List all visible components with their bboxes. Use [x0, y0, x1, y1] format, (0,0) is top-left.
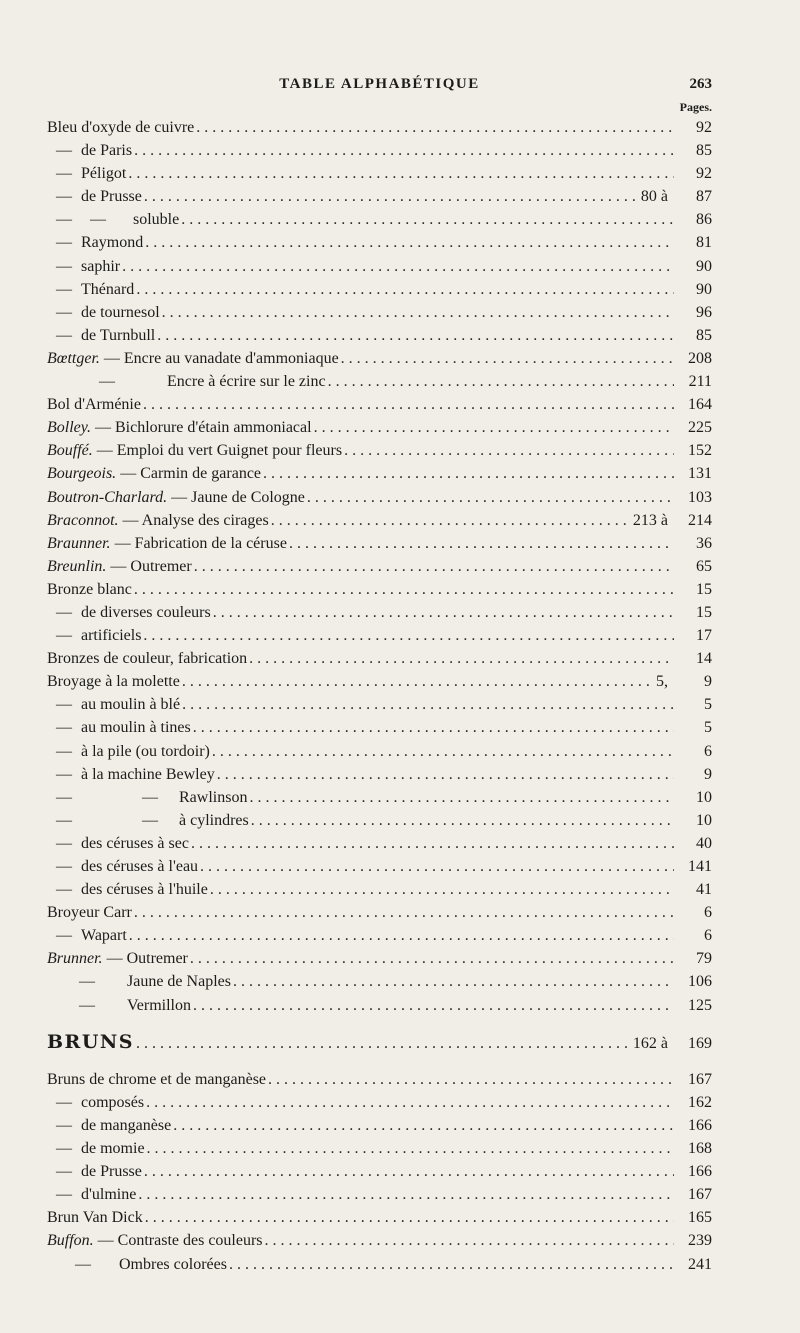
entry-text [47, 162, 126, 185]
entry-author: Boutron-Charlard. [47, 488, 168, 506]
entry-label: soluble [133, 211, 180, 229]
entry-author: Bolley. [47, 419, 91, 437]
page-reference: 164 [688, 396, 712, 414]
entry-text [47, 1229, 263, 1252]
entry-author: Breunlin. [47, 557, 107, 575]
dot-leader [181, 208, 674, 231]
index-entry [47, 208, 712, 231]
entry-text [47, 347, 339, 370]
ditto-dash: — [79, 996, 95, 1014]
index-entry [47, 231, 712, 254]
ditto-dash: — [56, 927, 72, 945]
alphabetical-index [47, 116, 712, 1276]
entry-label: Bruns de chrome et de manganèse [47, 1070, 267, 1088]
page-reference: 214 [688, 511, 712, 529]
entry-text [47, 1160, 142, 1183]
dot-leader [138, 1183, 674, 1206]
dot-leader [191, 832, 674, 855]
index-entry [47, 601, 712, 624]
page-reference: 131 [688, 465, 712, 483]
entry-author: Buffon. [47, 1232, 94, 1250]
entry-text [47, 578, 132, 601]
dot-leader [144, 185, 637, 208]
page-reference: 141 [688, 858, 712, 875]
entry-label: de diverses couleurs [81, 603, 211, 621]
ditto-dash: — [56, 858, 72, 875]
dot-leader [134, 901, 674, 924]
entry-text [47, 231, 143, 254]
entry-label: de momie [81, 1140, 145, 1158]
dot-leader [173, 1114, 674, 1137]
page-reference: 169 [688, 1034, 712, 1052]
ditto-dash: — [75, 1255, 91, 1273]
entry-text [47, 970, 231, 993]
section-title: BRUNS [47, 1030, 135, 1053]
entry-text [47, 670, 180, 693]
index-entry [47, 970, 712, 993]
ditto-dash: — [56, 696, 72, 714]
index-entry [47, 809, 712, 832]
page-reference: 239 [688, 1232, 712, 1250]
index-entry [47, 1229, 712, 1252]
ditto-dash: — [56, 1186, 72, 1204]
dot-leader [210, 878, 674, 901]
index-entry [47, 347, 712, 370]
entry-label: — Carmin de garance [120, 465, 262, 483]
entry-label: au moulin à tines [81, 719, 191, 737]
entry-label: des céruses à l'eau [81, 858, 199, 875]
running-title: TABLE ALPHABÉTIQUE [279, 76, 480, 92]
dot-leader [136, 1032, 629, 1055]
entry-text [47, 208, 179, 231]
entry-text [47, 370, 326, 393]
index-entry [47, 693, 712, 716]
entry-text [47, 647, 247, 670]
entry-text [47, 832, 189, 855]
entry-text [47, 462, 261, 485]
index-entry [47, 416, 712, 439]
entry-text [47, 1137, 145, 1160]
index-entry [47, 486, 712, 509]
page-reference: 5 [704, 719, 712, 737]
entry-label: Wapart [81, 927, 127, 945]
dot-leader [251, 809, 674, 832]
index-entry [47, 255, 712, 278]
index-entry [47, 763, 712, 786]
page-reference: 10 [696, 811, 712, 829]
entry-label: Rawlinson [179, 788, 248, 806]
ditto-dash: — [56, 326, 72, 344]
page-range-start: 162 à [632, 1034, 668, 1052]
index-entry [47, 370, 712, 393]
page-reference: 10 [696, 788, 712, 806]
dot-leader [249, 786, 674, 809]
index-entry [47, 1183, 712, 1206]
entry-label: — Fabrication de la céruse [114, 534, 287, 552]
page-reference: 162 [688, 1093, 712, 1111]
ditto-dash: — [56, 834, 72, 852]
entry-text [47, 924, 127, 947]
ditto-dash: — [99, 373, 115, 391]
dot-leader [182, 670, 652, 693]
entry-label: de Paris [81, 142, 133, 160]
entry-text [47, 994, 191, 1017]
page-reference: 96 [696, 303, 712, 321]
entry-label: — Jaune de Cologne [171, 488, 305, 506]
dot-leader [146, 1091, 674, 1114]
entry-text [47, 601, 211, 624]
dot-leader [157, 324, 674, 347]
ditto-dashes: — — [56, 811, 158, 829]
dot-leader [249, 647, 674, 670]
index-entry [47, 624, 712, 647]
entry-label: Brun Van Dick [47, 1209, 143, 1227]
ditto-dashes: — — [56, 788, 158, 806]
ditto-dash: — [56, 142, 72, 160]
index-entry [47, 947, 712, 970]
page-reference: 90 [696, 280, 712, 298]
entry-label: Bol d'Arménie [47, 396, 141, 414]
dot-leader [307, 486, 674, 509]
pages-column-label: Pages. [679, 100, 712, 114]
entry-label: — Encre au vanadate d'ammoniaque [103, 349, 339, 367]
ditto-dash: — [56, 1163, 72, 1181]
page-reference: 208 [688, 349, 712, 367]
index-entry [47, 994, 712, 1017]
dot-leader [143, 393, 674, 416]
index-entry [47, 139, 712, 162]
page-range-start: 80 à [640, 188, 668, 206]
entry-text [47, 947, 188, 970]
dot-leader [344, 439, 674, 462]
index-entry [47, 670, 712, 693]
ditto-dash: — [79, 973, 95, 991]
index-entry [47, 532, 712, 555]
page-reference: 40 [696, 834, 712, 852]
index-entry [47, 878, 712, 901]
entry-author: Bourgeois. [47, 465, 117, 483]
dot-leader [212, 740, 674, 763]
section-gap [47, 1017, 712, 1031]
page-reference: 165 [688, 1209, 712, 1227]
page-reference: 85 [696, 142, 712, 160]
index-entry [47, 855, 712, 878]
page-reference: 103 [688, 488, 712, 506]
entry-label: saphir [81, 257, 121, 275]
index-entry [47, 162, 712, 185]
entry-label: Raymond [81, 234, 144, 252]
entry-label: — Outremer [110, 557, 192, 575]
index-entry [47, 716, 712, 739]
entry-label: de Prusse [81, 1163, 142, 1181]
dot-leader [217, 763, 674, 786]
entry-author: Braconnot. [47, 511, 119, 529]
entry-label: de Prusse [81, 188, 142, 206]
entry-label: de tournesol [81, 303, 160, 321]
index-section-heading [47, 1031, 712, 1054]
dot-leader [268, 1068, 674, 1091]
dot-leader [289, 532, 674, 555]
ditto-dash: — [56, 1140, 72, 1158]
dot-leader [233, 970, 674, 993]
dot-leader [136, 278, 674, 301]
index-entry [47, 1253, 712, 1276]
dot-leader [128, 162, 674, 185]
page-reference: 15 [696, 603, 712, 621]
dot-leader [196, 116, 674, 139]
entry-text [47, 555, 192, 578]
index-entry [47, 647, 712, 670]
entry-author: Braunner. [47, 534, 111, 552]
entry-text [47, 740, 210, 763]
entry-text [47, 532, 287, 555]
index-entry [47, 278, 712, 301]
dot-leader [144, 1160, 674, 1183]
ditto-dash: — [56, 1093, 72, 1111]
entry-label: à cylindres [179, 811, 249, 829]
entry-label: Bronzes de couleur, fabrication [47, 650, 248, 668]
dot-leader [190, 947, 674, 970]
entry-text [47, 139, 132, 162]
entry-text [47, 1031, 134, 1055]
ditto-dash: — [56, 165, 72, 183]
entry-label: Broyage à la molette [47, 673, 180, 691]
entry-label: Encre à écrire sur le zinc [167, 373, 326, 391]
entry-author: Brunner. [47, 950, 103, 968]
page-reference: 166 [688, 1116, 712, 1134]
entry-text [47, 301, 160, 324]
entry-author: Bœttger. [47, 349, 100, 367]
entry-text [47, 439, 342, 462]
page-reference: 168 [688, 1140, 712, 1158]
dot-leader [263, 462, 674, 485]
entry-text [47, 416, 312, 439]
entry-text [47, 116, 194, 139]
index-entry [47, 509, 712, 532]
dot-leader [200, 855, 674, 878]
dot-leader [229, 1253, 674, 1276]
ditto-dash: — [56, 234, 72, 252]
index-entry [47, 116, 712, 139]
page-reference: 41 [696, 881, 712, 899]
entry-label: Thénard [81, 280, 135, 298]
page-reference: 92 [696, 165, 712, 183]
entry-label: Jaune de Naples [127, 973, 231, 991]
entry-text [47, 393, 141, 416]
entry-text [47, 1068, 266, 1091]
entry-text [47, 509, 269, 532]
entry-text [47, 786, 247, 809]
ditto-dash: — [56, 1116, 72, 1134]
entry-text [47, 1253, 227, 1276]
ditto-dash: — [56, 188, 72, 206]
dot-leader [122, 255, 674, 278]
entry-label: à la machine Bewley [81, 765, 215, 783]
page-reference: 6 [704, 927, 712, 945]
page-reference: 211 [688, 373, 712, 391]
entry-label: Vermillon [127, 996, 191, 1014]
entry-text [47, 324, 155, 347]
dot-leader [162, 301, 674, 324]
page-reference: 65 [696, 557, 712, 575]
section-gap [47, 1054, 712, 1068]
page-reference: 92 [696, 119, 712, 136]
entry-label: Broyeur Carr [47, 904, 132, 922]
dot-leader [134, 578, 674, 601]
page-reference: 106 [688, 973, 712, 991]
page-reference: 5 [704, 696, 712, 714]
index-entry [47, 393, 712, 416]
entry-label: — Analyse des cirages [122, 511, 269, 529]
index-entry [47, 1114, 712, 1137]
page-reference: 9 [704, 765, 712, 783]
dot-leader [129, 924, 674, 947]
ditto-dash: — [56, 257, 72, 275]
entry-label: de manganèse [81, 1116, 172, 1134]
entry-text [47, 624, 141, 647]
page-reference: 152 [688, 442, 712, 460]
index-entry [47, 462, 712, 485]
entry-label: — Emploi du vert Guignet pour fleurs [96, 442, 343, 460]
page-reference: 90 [696, 257, 712, 275]
entry-text [47, 763, 215, 786]
entry-text [47, 1091, 144, 1114]
ditto-dash: — [56, 719, 72, 737]
index-entry [47, 1206, 712, 1229]
entry-text [47, 185, 142, 208]
page-reference: 241 [688, 1255, 712, 1273]
dot-leader [182, 693, 674, 716]
entry-label: au moulin à blé [81, 696, 181, 714]
entry-label: composés [81, 1093, 145, 1111]
page-reference: 87 [696, 188, 712, 206]
index-entry [47, 786, 712, 809]
ditto-dash: — [56, 280, 72, 298]
entry-text [47, 855, 198, 878]
page-reference: 167 [688, 1070, 712, 1088]
index-entry [47, 832, 712, 855]
entry-text [47, 486, 305, 509]
dot-leader [328, 370, 674, 393]
dot-leader [193, 716, 674, 739]
dot-leader [265, 1229, 674, 1252]
index-entry [47, 439, 712, 462]
entry-text [47, 255, 120, 278]
page-reference: 86 [696, 211, 712, 229]
dot-leader [193, 994, 674, 1017]
entry-label: à la pile (ou tordoir) [81, 742, 210, 760]
dot-leader [134, 139, 674, 162]
dot-leader [271, 509, 629, 532]
entry-label: de Turnbull [81, 326, 156, 344]
page-reference: 85 [696, 326, 712, 344]
page-reference: 6 [704, 742, 712, 760]
entry-text [47, 878, 208, 901]
entry-label: des céruses à l'huile [81, 881, 208, 899]
dot-leader [213, 601, 674, 624]
page-range-start: 5, [656, 673, 668, 691]
entry-label: Bronze blanc [47, 580, 132, 598]
dot-leader [147, 1137, 674, 1160]
ditto-dash: — [56, 881, 72, 899]
ditto-dash: — [56, 303, 72, 321]
page-reference: 166 [688, 1163, 712, 1181]
entry-text [47, 716, 191, 739]
index-entry [47, 1068, 712, 1091]
entry-text [47, 1114, 171, 1137]
page-number: 263 [689, 76, 712, 92]
index-entry [47, 555, 712, 578]
entry-label: — Contraste des couleurs [97, 1232, 263, 1250]
page-range-start: 213 à [632, 511, 668, 529]
ditto-dash: — [56, 603, 72, 621]
dot-leader [314, 416, 674, 439]
ditto-dash: — [56, 742, 72, 760]
dot-leader [194, 555, 674, 578]
entry-text [47, 1183, 136, 1206]
index-entry [47, 1160, 712, 1183]
index-entry [47, 1091, 712, 1114]
index-entry [47, 185, 712, 208]
page-reference: 225 [688, 419, 712, 437]
ditto-dashes: — — [56, 211, 106, 229]
index-entry [47, 901, 712, 924]
entry-label: artificiels [81, 627, 142, 645]
page-reference: 125 [688, 996, 712, 1014]
page-header [47, 76, 712, 98]
entry-text [47, 1206, 143, 1229]
entry-label: des céruses à sec [81, 834, 189, 852]
page-reference: 167 [688, 1186, 712, 1204]
entry-text [47, 809, 249, 832]
dot-leader [145, 1206, 674, 1229]
page-reference: 36 [696, 534, 712, 552]
entry-label: Péligot [81, 165, 127, 183]
entry-label: — Bichlorure d'étain ammoniacal [94, 419, 312, 437]
index-entry [47, 740, 712, 763]
entry-label: — Outremer [106, 950, 188, 968]
ditto-dash: — [56, 627, 72, 645]
index-entry [47, 924, 712, 947]
entry-text [47, 693, 180, 716]
index-entry [47, 578, 712, 601]
entry-label: Ombres colorées [119, 1255, 227, 1273]
index-entry [47, 1137, 712, 1160]
dot-leader [341, 347, 674, 370]
page-reference: 15 [696, 580, 712, 598]
page-reference: 9 [704, 673, 712, 691]
page-reference: 6 [704, 904, 712, 922]
entry-label: Bleu d'oxyde de cuivre [47, 119, 195, 136]
entry-text [47, 901, 132, 924]
entry-label: d'ulmine [81, 1186, 137, 1204]
page-reference: 14 [696, 650, 712, 668]
entry-text [47, 278, 134, 301]
index-entry [47, 301, 712, 324]
dot-leader [145, 231, 674, 254]
dot-leader [143, 624, 674, 647]
index-entry [47, 324, 712, 347]
entry-author: Bouffé. [47, 442, 93, 460]
page-reference: 79 [696, 950, 712, 968]
page-reference: 17 [696, 627, 712, 645]
ditto-dash: — [56, 765, 72, 783]
page-reference: 81 [696, 234, 712, 252]
